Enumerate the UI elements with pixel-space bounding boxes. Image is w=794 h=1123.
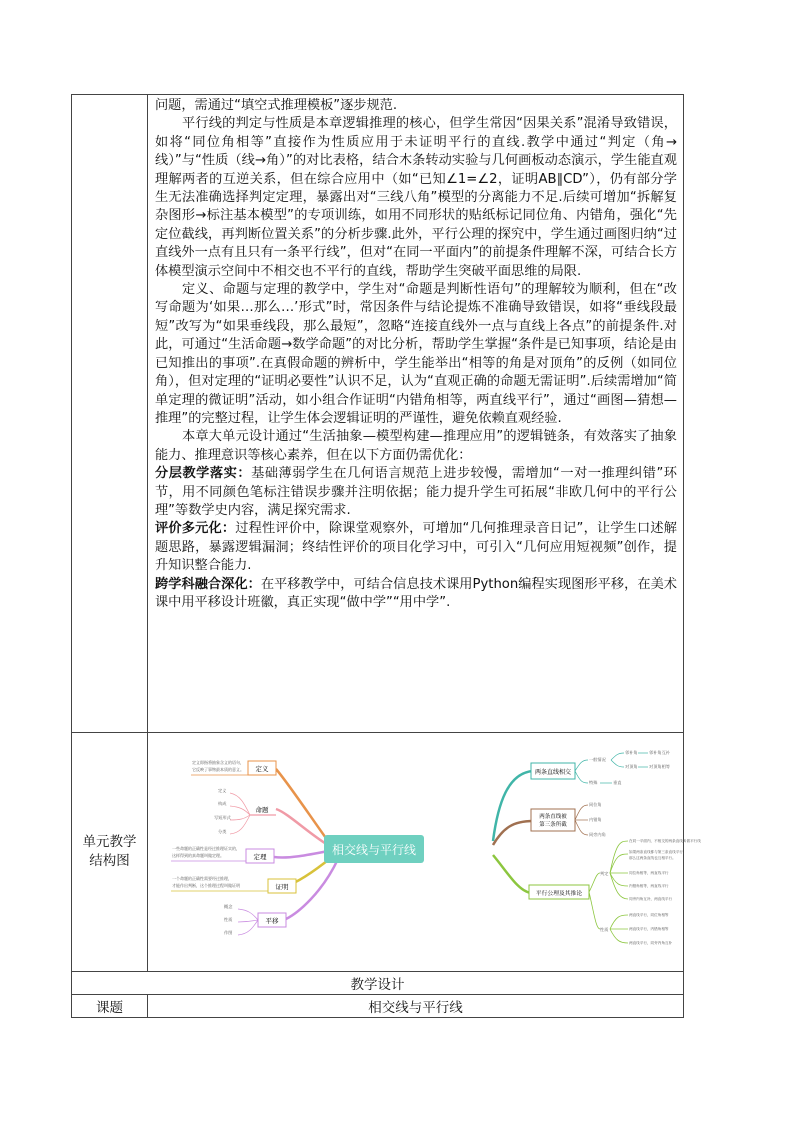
thm-note-2: 这样得到的真命题叫做定理。	[172, 853, 224, 858]
lesson-table	[71, 94, 701, 1018]
reflection-p5-heading: 评价多元化：	[155, 521, 236, 537]
topic-label: 课题	[72, 995, 148, 1018]
reflection-p0: 问题，需通过“填空式推理模板”逐步规范.	[155, 98, 398, 113]
b3-judge-item-2: 那么这两条直线也互相平行。	[629, 856, 676, 860]
reflection-p4-text: 基础薄弱学生在几何语言规范上进步较慢，需增加“一对一推理纠错”环节，用不同颜色笔标注错误步骤并注明依据；能力提升学生可拓展“非欧几何中的平行公理”等数学史内容，满足探究需求.	[155, 466, 677, 518]
reflection-p6-text: 在平移教学中，可结合信息技术课用Python编程实现图形平移，在美术课中用平移设计班徽，真正实现“做中学”“用中学”.	[155, 576, 677, 610]
b1-adj: 邻补角	[625, 750, 638, 755]
b2-item-0: 同位角	[589, 802, 602, 807]
topic-row	[72, 995, 684, 1018]
reflection-p5-text: 过程性评价中，除课堂观察外，可增加“几何推理录音日记”，让学生口述解题思路，暴露逻辑漏洞；终结性评价的项目化学习中，可引入“几何应用短视频”创作，提升知识整合能力.	[155, 521, 677, 574]
node-thm-label: 定理	[253, 853, 267, 861]
reflection-p3: 本章大单元设计通过“生活抽象—模型构建—推理应用”的逻辑链条，有效落实了抽象能力、推理意识等核心素养，但在以下方面仍需优化：	[155, 429, 677, 463]
mindmap-cell	[148, 733, 701, 972]
reflection-p4-heading: 分层教学落实：	[155, 466, 252, 482]
node-b1-label: 两条直线相交	[534, 769, 572, 776]
b3-prop: 性质	[600, 927, 609, 932]
trans-item-0: 概念	[224, 904, 233, 909]
design-header: 教学设计	[72, 972, 684, 995]
reflection-p2: 定义、命题与定理的教学中，学生对“命题是判断性语句”的理解较为顺利，但在“改写命题为‘如果…那么…’形式”时，常因条件与结论提炼不准确导致错误，如将“垂线段最短”改写为“如果垂线段，那么最短”，忽略“连接直线外一点与直线上各点”的前提条件.对此，可通过“生活命题→数学命题”的对比分析，帮助学生掌握“条件是已知事项，结论是由已知推出的事项”.在真假命题的辨析中，学生能举出“相等的角是对顶角”的反例（如同位角），但对定理的“证明必要性”认识不足，认为“直观正确的命题无需证明”.后续需增加“简单定理的微证明”活动，如小组合作证明“内错角相等，两直线平行”，通过“画图—猜想—推理”的完整过程，让学生体会逻辑证明的严谨性，避免依赖直观经验.	[155, 282, 677, 426]
def-note-1: 定义即指将抽象含义的语句，	[192, 760, 244, 765]
thm-note-1: 一些命题的正确性是经过推理证实的，	[172, 846, 240, 851]
structure-label-line1: 单元教学	[82, 834, 137, 850]
b3-judge-item-3: 同位角相等，两直线平行	[629, 871, 669, 875]
node-prop-label: 命题	[255, 806, 269, 814]
trans-item-1: 性质	[224, 917, 233, 922]
node-def-label: 定义	[255, 765, 269, 773]
reflection-label-cell	[72, 95, 148, 733]
b1-adj-note: 邻补角互补	[649, 750, 670, 755]
b3-prop-item-0: 两直线平行，同位角相等	[629, 913, 669, 917]
reflection-p6-heading: 跨学科融合深化：	[155, 576, 261, 592]
node-trans-label: 平移	[265, 917, 279, 925]
prop-item-3: 分类	[218, 829, 227, 834]
b3-prop-item-2: 两直线平行，同旁内角互补	[629, 941, 673, 945]
b3-prop-item-1: 两直线平行，内错角相等	[629, 927, 669, 931]
def-note-2: 它反映了事物最本质的意义。	[192, 767, 244, 772]
b2-item-2: 同旁内角	[589, 832, 606, 837]
node-b2-line2: 第三条所截	[539, 822, 567, 828]
node-b2-line1: 两条直线被	[539, 814, 567, 820]
reflection-body	[148, 95, 684, 733]
reflection-row	[72, 95, 684, 733]
prop-item-1: 构成	[218, 801, 227, 806]
prop-item-0: 定义	[218, 788, 227, 793]
prop-item-2: 写短形式	[214, 815, 231, 820]
reflection-p4	[155, 465, 677, 520]
branch-b2-line	[493, 821, 533, 845]
b1-special: 特殊	[589, 780, 598, 785]
node-b3-label: 平行公理及其推论	[535, 891, 583, 897]
trans-item-2: 作图	[224, 930, 233, 935]
mindmap-diagram	[148, 733, 701, 967]
design-header-row	[72, 972, 684, 995]
branch-prop-line	[276, 809, 328, 845]
b1-perp: 垂直	[613, 780, 622, 785]
branch-b3-line	[493, 855, 531, 893]
b3-judge-item-1: 如果两条直线都与第三条直线平行，	[629, 850, 687, 854]
center-node-label: 相交线与平行线	[331, 843, 417, 857]
reflection-p6	[155, 576, 677, 613]
b3-judge-item-5: 同旁内角互补，两直线平行	[629, 897, 673, 901]
reflection-p1: 平行线的判定与性质是本章逻辑推理的核心，但学生常因“因果关系”混淆导致错误，如将“同位角相等”直接作为性质应用于未证明平行的直线.教学中通过“判定（角→线）”与“性质（线→角）”的对比表格，结合木条转动实验与几何画板动态演示，学生能直观理解两者的互逆关系，但在综合应用中（如“已知∠1=∠2，证明AB∥CD”），仍有部分学生无法准确选择判定定理，暴露出对“三线八角”模型的分离能力不足.后续可增加“拆解复杂图形→标注基本模型”的专项训练，如用不同形状的贴纸标记同位角、内错角，强化“先定位截线，再判断位置关系”的分析步骤.此外，平行公理的探究中，学生通过画图归纳“过直线外一点有且只有一条平行线”，但对“在同一平面内”的前提条件理解不深，可结合长方体模型演示空间中不相交也不平行的直线，帮助学生突破平面思维的局限.	[155, 116, 677, 279]
structure-label-line2: 结构图	[89, 853, 130, 869]
b1-general: 一般情况	[589, 757, 606, 762]
branch-b1-line	[493, 771, 533, 841]
proof-note-1: 一个命题的正确性需要经过推理，	[172, 876, 232, 881]
b3-judge-item-4: 内错角相等，两直线平行	[629, 884, 669, 888]
structure-label-cell	[72, 733, 148, 972]
branch-def-line	[276, 769, 328, 841]
topic-value: 相交线与平行线	[148, 995, 684, 1018]
proof-note-2: 才能作出判断，这个推理过程叫做证明	[172, 883, 240, 888]
branch-thm-line	[274, 851, 328, 858]
b3-judge: 判定	[600, 871, 609, 876]
b1-vert-note: 对顶角相等	[649, 764, 670, 769]
b3-judge-item-0: 在同一平面内，不相交的两条直线叫做平行线	[629, 839, 701, 843]
node-proof-label: 证明	[275, 883, 289, 891]
b2-item-1: 内错角	[589, 817, 602, 822]
structure-row	[72, 733, 684, 972]
b1-vert: 对顶角	[625, 764, 638, 769]
reflection-p5	[155, 520, 677, 575]
